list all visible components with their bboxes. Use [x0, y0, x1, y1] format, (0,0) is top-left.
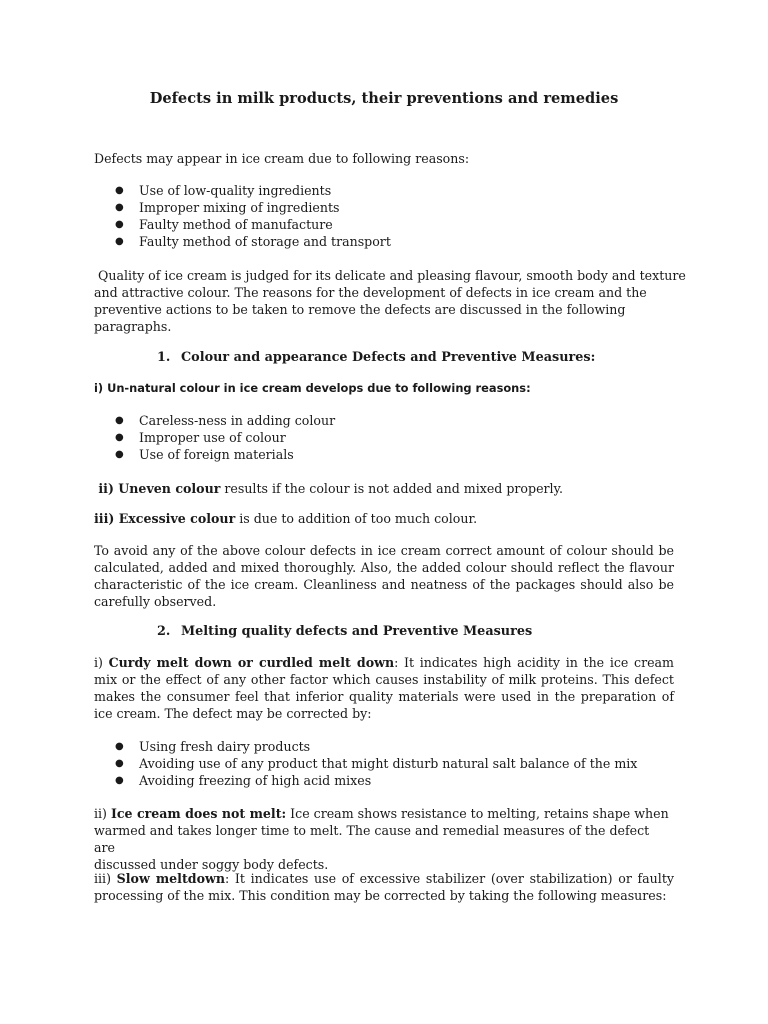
section-2-heading: 2. Melting quality defects and Preventive Measures: [157, 624, 533, 639]
intro-text: Defects may appear in ice cream due to following reasons:: [94, 151, 470, 166]
page-title: Defects in milk products, their preventions and remedies: [149, 90, 619, 107]
excessive-colour-text: iii) Excessive colour is due to addition of too much colour.: [94, 511, 478, 526]
bullet-icon: ●: [115, 202, 124, 213]
colour-reasons-list: [94, 412, 674, 463]
list-item: ● Avoiding freezing of high acid mixes: [115, 773, 372, 788]
bullet-icon: ●: [115, 758, 124, 769]
bullet-icon: ●: [115, 236, 124, 247]
bullet-icon: ●: [115, 219, 124, 230]
slow-meltdown-paragraph: iii) Slow meltdown: It indicates use of excessive stabilizer (over stabilization) or faulty processing of the mix. This condition may be corrected by taking the following measures:: [94, 871, 674, 903]
curdy-melt-paragraph: i) Curdy melt down or curdled melt down: It indicates high acidity in the ice cream mix or the effect of any other factor which causes instability of milk proteins. This defect makes the consumer feel that inferior quality materials were used in the preparation of ice cream. The defect may be corrected by:: [94, 655, 675, 721]
curdy-remedies-list: [94, 738, 674, 789]
list-item: ● Careless-ness in adding colour: [115, 413, 336, 428]
list-item: ● Faulty method of storage and transport: [115, 234, 391, 249]
section-1-subheading: i) Un-natural colour in ice cream develops due to following reasons:: [94, 381, 531, 395]
not-melt-paragraph: ii) Ice cream does not melt: Ice cream shows resistance to melting, retains shape when warmed and takes longer time to melt. The cause and remedial measures of the defect are discussed under soggy body defects.: [94, 806, 669, 872]
list-item: ● Use of foreign materials: [115, 447, 294, 462]
list-item: ● Improper mixing of ingredients: [115, 200, 340, 215]
list-item: ● Using fresh dairy products: [115, 739, 311, 754]
bullet-icon: ●: [115, 775, 124, 786]
list-item: ● Use of low-quality ingredients: [115, 183, 332, 198]
list-item: ● Improper use of colour: [115, 430, 286, 445]
bullet-icon: ●: [115, 185, 124, 196]
list-item: ● Faulty method of manufacture: [115, 217, 333, 232]
bullet-icon: ●: [115, 415, 124, 426]
bullet-icon: ●: [115, 449, 124, 460]
avoid-colour-paragraph: To avoid any of the above colour defects in ice cream correct amount of colour should be calculated, added and mixed thoroughly. Also, the added colour should reflect the flavour characteristic of the ice cream. Cleanliness and neatness of the packages should also be carefully observed.: [94, 543, 674, 609]
list-item: ● Avoiding use of any product that might disturb natural salt balance of the mix: [115, 756, 638, 771]
quality-paragraph: Quality of ice cream is judged for its delicate and pleasing flavour, smooth body and texture and attractive colour. The reasons for the development of defects in ice cream and the preventive actions to be taken to remove the defects are discussed in the following paragraphs.: [94, 268, 686, 334]
reasons-list: [94, 182, 674, 250]
bullet-icon: ●: [115, 432, 124, 443]
bullet-icon: ●: [115, 741, 124, 752]
uneven-colour-text: ii) Uneven colour results if the colour is not added and mixed properly.: [94, 481, 564, 496]
section-1-heading: 1. Colour and appearance Defects and Preventive Measures:: [157, 350, 596, 365]
